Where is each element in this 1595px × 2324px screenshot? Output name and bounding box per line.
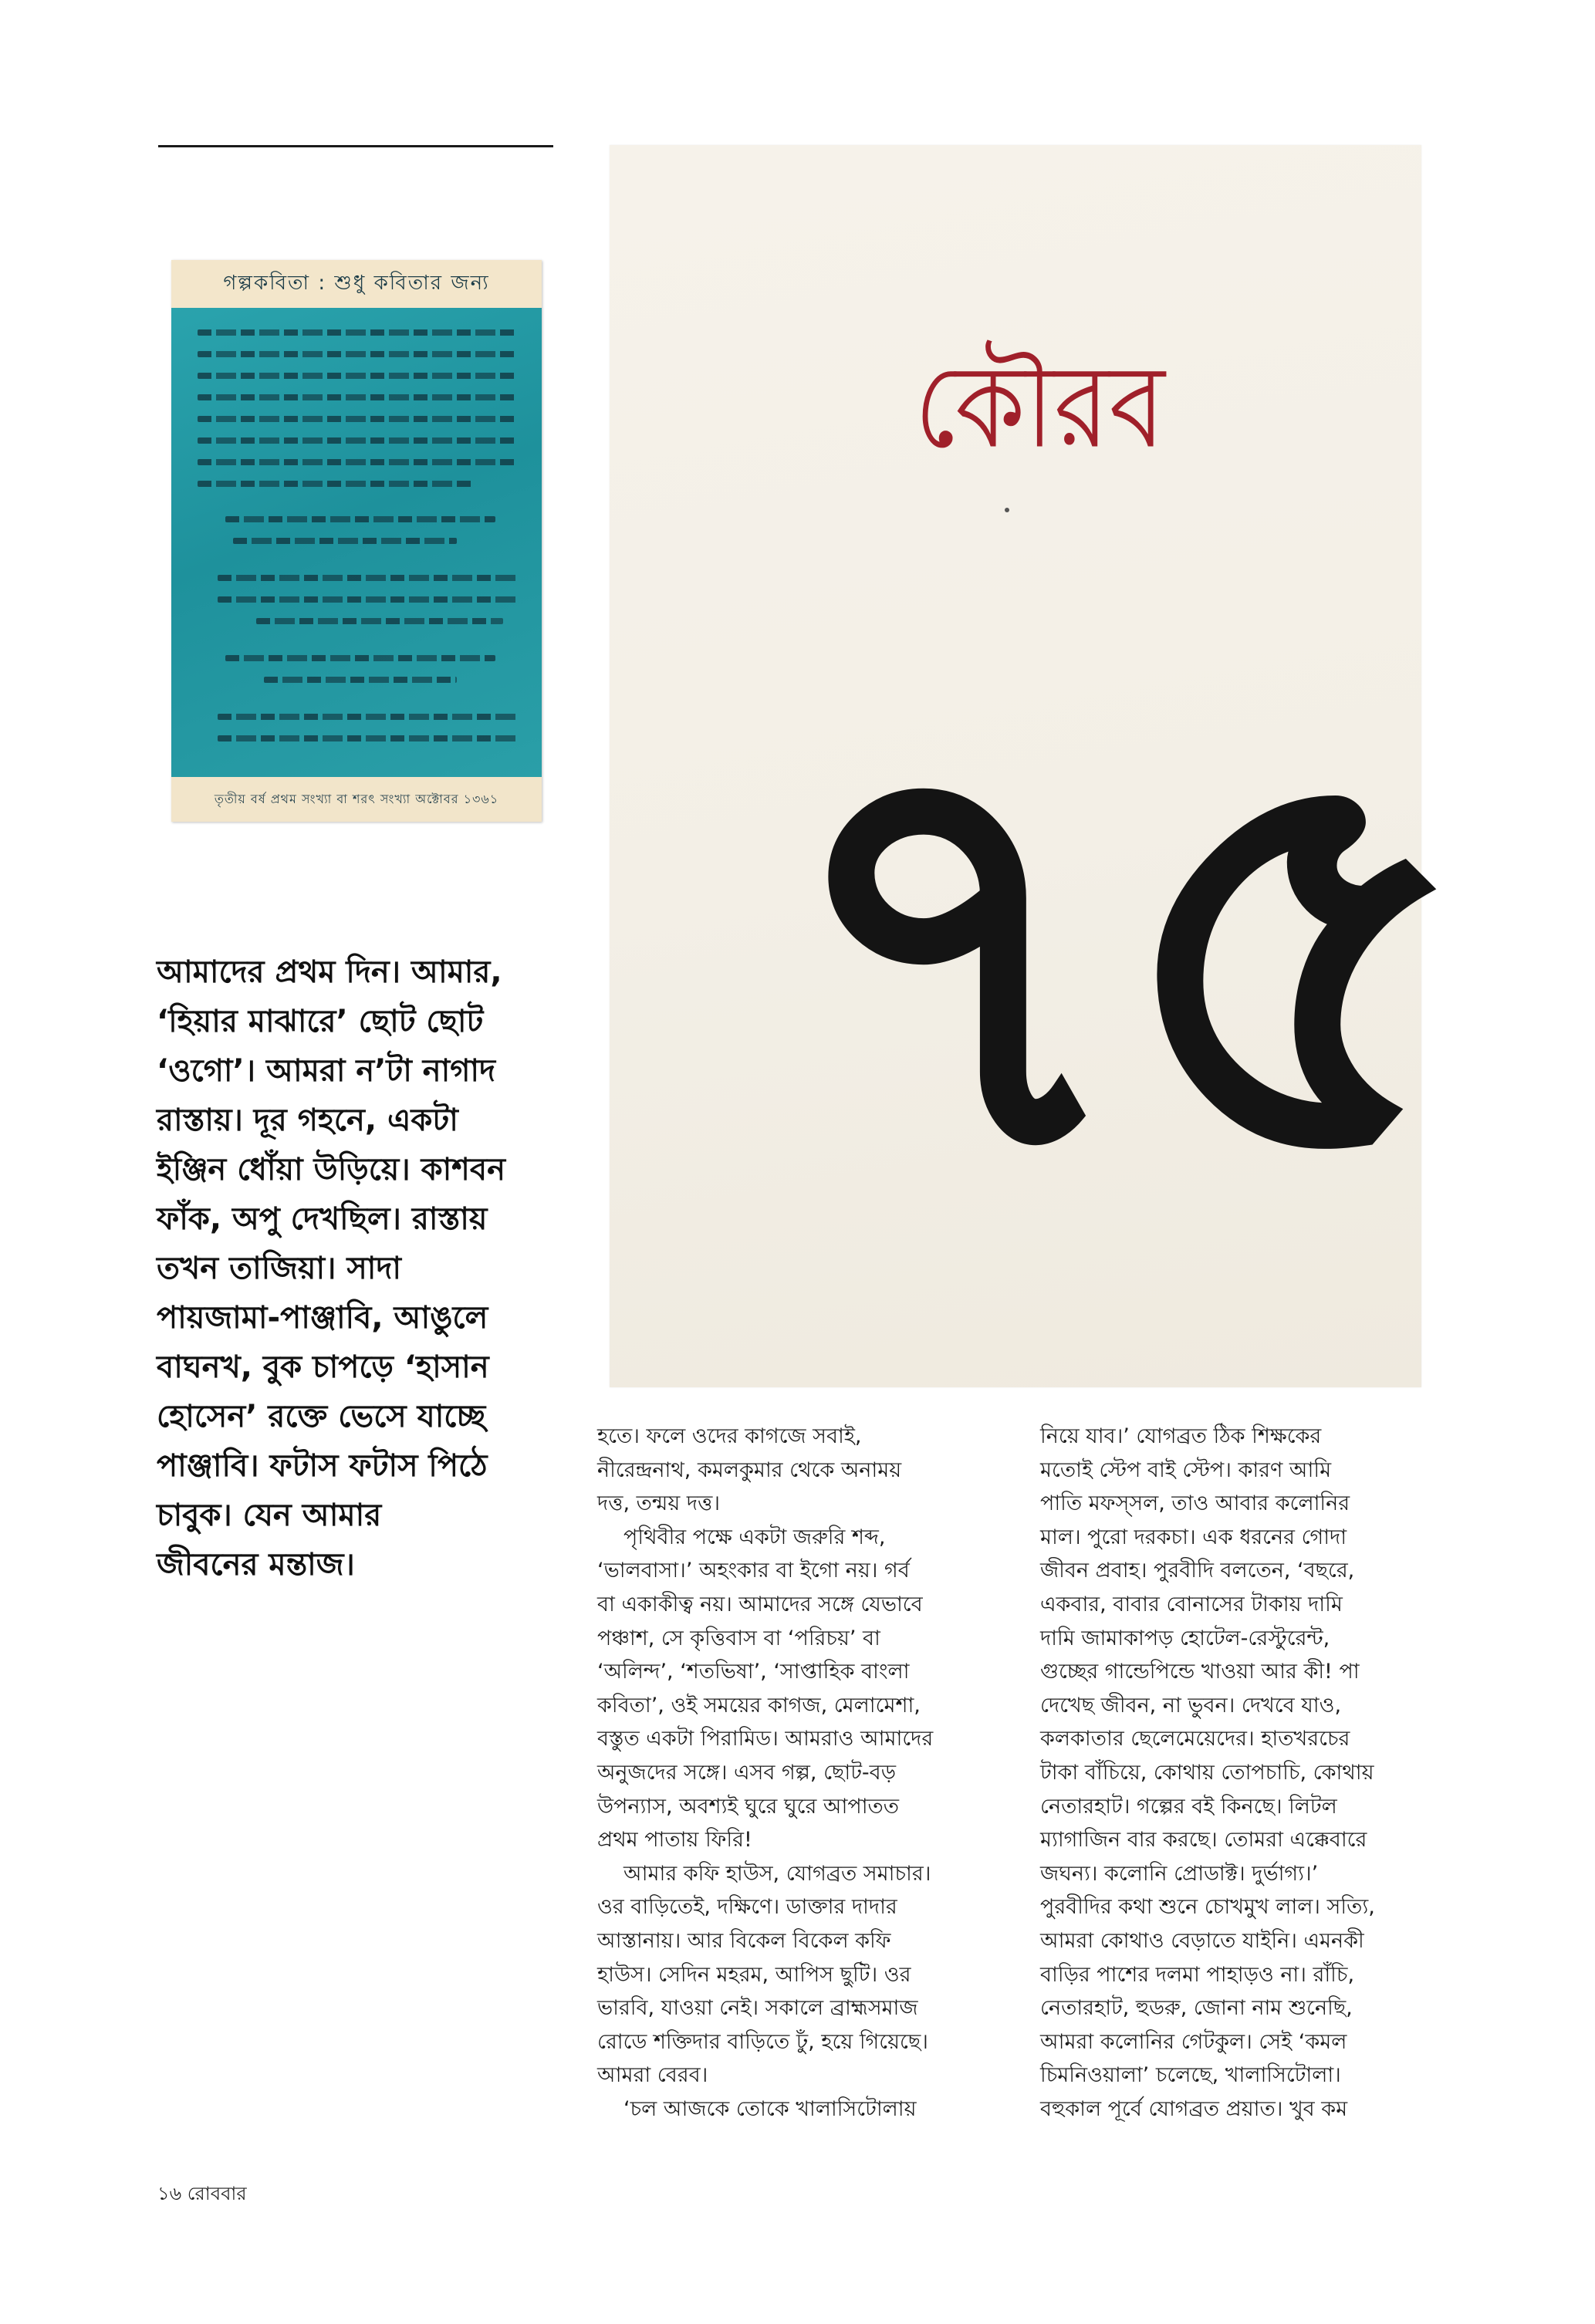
body-line: প্রথম পাতায় ফিরি!	[597, 1828, 752, 1853]
body-line: আমরা কোথাও বেড়াতে যাইনি। এমনকী	[1040, 1928, 1364, 1953]
body-line: বাড়ির পাশের দলমা পাহাড়ও না। রাঁচি,	[1040, 1962, 1355, 1987]
body-line: পঞ্চাশ, সে কৃত্তিবাস বা ‘পরিচয়’ বা	[597, 1626, 880, 1650]
pull-quote-line: ‘হিয়ার মাঝারে’ ছোট ছোট	[157, 1004, 484, 1039]
pull-quote-line: তখন তাজিয়া। সাদা	[157, 1251, 401, 1286]
body-line: ‘ভালবাসা।’ অহংকার বা ইগো নয়। গর্ব	[597, 1559, 910, 1583]
cover-title: কৌরব	[914, 339, 1165, 475]
body-line: মতোই স্টেপ বাই স্টেপ। কারণ আমি	[1040, 1458, 1332, 1482]
body-line: পৃথিবীর পক্ষে একটা জরুরি শব্দ,	[623, 1525, 886, 1549]
body-line: অনুজদের সঙ্গে। এসব গল্প, ছোট-বড়	[597, 1760, 896, 1785]
body-line: ‘অলিন্দ’, ‘শতভিষা’, ‘সাপ্তাহিক বাংলা	[597, 1660, 910, 1684]
pull-quote-line: ইঞ্জিন ধোঁয়া উড়িয়ে। কাশবন	[157, 1152, 505, 1187]
body-line: বা একাকীত্ব নয়। আমাদের সঙ্গে যেভাবে	[597, 1592, 923, 1616]
body-line: মাল। পুরো দরকচা। এক ধরনের গোদা	[1040, 1525, 1347, 1549]
body-line: আমার কফি হাউস, যোগব্রত সমাচার।	[623, 1861, 931, 1886]
pull-quote-line: ‘ওগো’। আমরা ন’টা নাগাদ	[157, 1053, 496, 1089]
page-folio: ১৬ রোববার	[157, 2183, 247, 2204]
body-line: দত্ত, তন্ময় দত্ত।	[597, 1491, 720, 1516]
pull-quote-line: হোসেন’ রক্তে ভেসে যাচ্ছে	[157, 1399, 486, 1434]
body-line: দামি জামাকাপড় হোটেল-রেস্টুরেন্ট,	[1040, 1626, 1330, 1650]
magazine-footer: তৃতীয় বর্ষ প্রথম সংখ্যা বা শরৎ সংখ্যা অক্টোবর ১৩৬১	[171, 777, 542, 822]
body-line: ভারবি, যাওয়া নেই। সকালে ব্রাহ্মসমাজ	[597, 1996, 918, 2021]
body-line: নিয়ে যাব।’ যোগব্রত ঠিক শিক্ষকের	[1040, 1424, 1322, 1448]
pull-quote-line: পায়জামা-পাঞ্জাবি, আঙুলে	[157, 1300, 488, 1336]
body-line: নেতারহাট, হুডরু, জোনা নাম শুনেছি,	[1040, 1996, 1353, 2021]
pull-quote	[157, 948, 558, 1589]
body-line: জীবন প্রবাহ। পুরবীদি বলতেন, ‘বছরে,	[1040, 1559, 1355, 1583]
pull-quote-line: ফাঁক, অপু দেখছিল। রাস্তায়	[157, 1201, 488, 1237]
body-line: ওর বাড়িতেই, দক্ষিণে। ডাক্তার দাদার	[597, 1895, 897, 1920]
body-line: কলকাতার ছেলেমেয়েদের। হাতখরচের	[1040, 1727, 1350, 1751]
body-line: জঘন্য। কলোনি প্রোডাক্ট। দুর্ভাগ্য।’	[1040, 1861, 1319, 1886]
body-line: আমরা বেরব।	[597, 2063, 708, 2088]
body-line: নেতারহাট। গল্পের বই কিনছে। লিটল	[1040, 1794, 1337, 1819]
body-line: টাকা বাঁচিয়ে, কোথায় তোপচাচি, কোথায়	[1040, 1760, 1374, 1785]
body-column-1	[597, 1420, 999, 2126]
body-line: নীরেন্দ্রনাথ, কমলকুমার থেকে অনাময়	[597, 1458, 902, 1482]
body-line: আস্তানায়। আর বিকেল বিকেল কফি	[597, 1928, 891, 1953]
pull-quote-line: পাঞ্জাবি। ফটাস ফটাস পিঠে	[157, 1448, 488, 1484]
body-line: রোডে শক্তিদার বাড়িতে ঢুঁ, হয়ে গিয়েছে।	[597, 2029, 928, 2054]
magazine-cover-body	[171, 308, 542, 777]
body-line: কবিতা’, ওই সময়ের কাগজ, মেলামেশা,	[597, 1693, 921, 1718]
magazine-masthead: গল্পকবিতা : শুধু কবিতার জন্য	[171, 260, 542, 308]
pull-quote-line: বাঘনখ, বুক চাপড়ে ‘হাসান	[157, 1349, 489, 1385]
body-line: উপন্যাস, অবশ্যই ঘুরে ঘুরে আপাতত	[597, 1794, 900, 1819]
pull-quote-line: জীবনের মন্তাজ।	[157, 1547, 355, 1583]
body-line: হাউস। সেদিন মহরম, আপিস ছুটি। ওর	[597, 1962, 911, 1987]
kaurab-cover-image	[610, 145, 1451, 1387]
body-line: দেখেছ জীবন, না ভুবন। দেখবে যাও,	[1040, 1693, 1342, 1718]
body-line: গুচ্ছের গান্ডেপিন্ডে খাওয়া আর কী! পা	[1040, 1660, 1360, 1684]
body-line: পুরবীদির কথা শুনে চোখমুখ লাল। সত্যি,	[1040, 1895, 1375, 1920]
body-line: একবার, বাবার বোনাসের টাকায় দামি	[1040, 1592, 1343, 1616]
pull-quote-line: চাবুক। যেন আমার	[157, 1498, 382, 1533]
body-line: হতে। ফলে ওদের কাগজে সবাই,	[597, 1424, 862, 1448]
body-column-2	[1040, 1420, 1441, 2126]
pull-quote-line: আমাদের প্রথম দিন। আমার,	[157, 954, 502, 990]
body-line: আমরা কলোনির গেটকুল। সেই ‘কমল	[1040, 2029, 1347, 2054]
body-line: ম্যাগাজিন বার করছে। তোমরা এক্কেবারে	[1040, 1828, 1367, 1853]
body-line: পাতি মফস্সল, তাও আবার কলোনির	[1040, 1491, 1350, 1516]
cover-issue-number: ৭৫	[776, 632, 1451, 1279]
top-rule	[158, 145, 553, 147]
body-line: ‘চল আজকে তোকে খালাসিটোলায়	[623, 2096, 917, 2121]
pull-quote-line: রাস্তায়। দূর গহনে, একটা	[157, 1103, 458, 1138]
body-line: চিমনিওয়ালা’ চলেছে, খালাসিটোলা।	[1040, 2063, 1341, 2088]
cover-dot	[1005, 508, 1009, 512]
magazine-cover-image	[171, 260, 542, 822]
body-line: বহুকাল পূর্বে যোগব্রত প্রয়াত। খুব কম	[1040, 2096, 1348, 2121]
body-line: বস্তুত একটা পিরামিড। আমরাও আমাদের	[597, 1727, 934, 1751]
